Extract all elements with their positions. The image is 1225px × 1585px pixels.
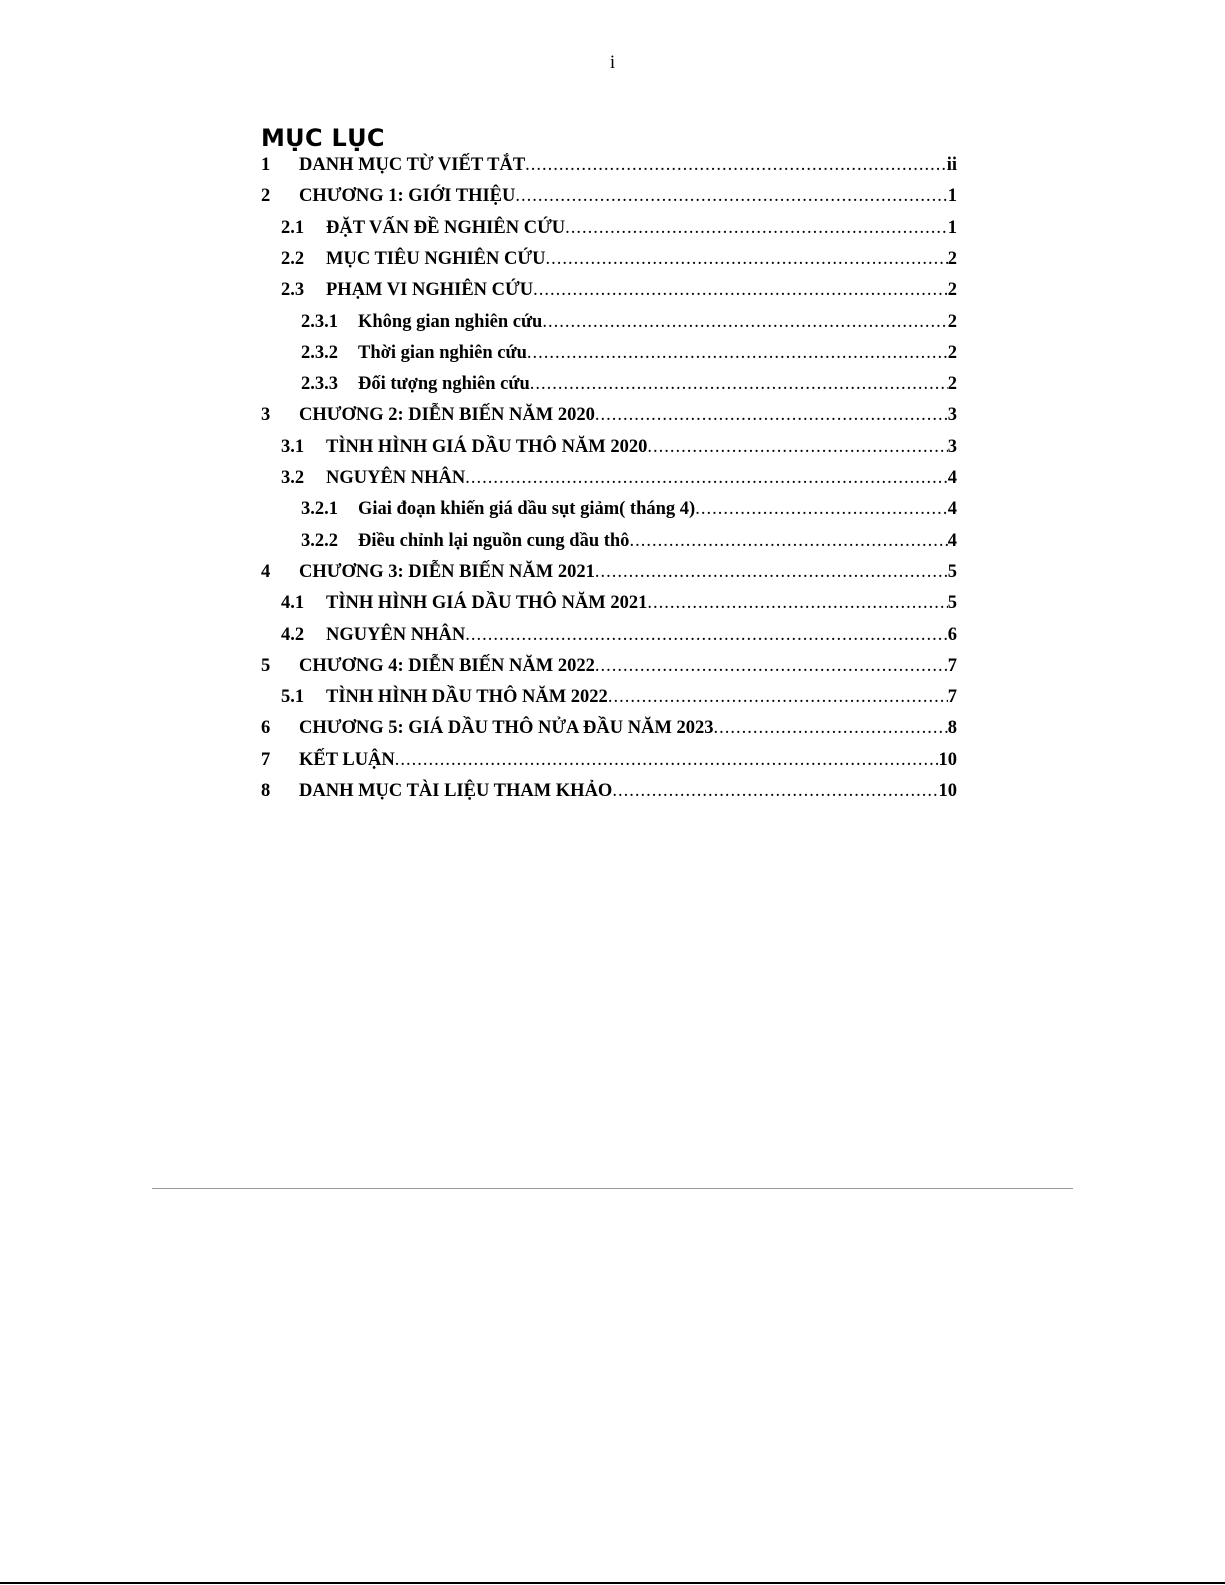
toc-entry-page: 7 bbox=[947, 655, 957, 676]
page-break-line bbox=[152, 1188, 1073, 1189]
toc-entry-page: 2 bbox=[947, 280, 957, 301]
toc-dot-leader bbox=[714, 715, 948, 741]
toc-entry[interactable] bbox=[261, 747, 957, 773]
toc-entry[interactable] bbox=[261, 402, 957, 428]
toc-dot-leader bbox=[465, 465, 947, 491]
toc-entry-page: 4 bbox=[947, 499, 957, 520]
toc-entry-number: 2.2 bbox=[281, 248, 305, 269]
toc-entry[interactable] bbox=[261, 152, 957, 178]
toc-entry-page: 7 bbox=[947, 687, 957, 708]
toc-entry-page: 3 bbox=[947, 405, 957, 426]
toc-dot-leader bbox=[395, 747, 939, 773]
toc-dot-leader bbox=[647, 590, 947, 616]
toc-entry-page: 5 bbox=[947, 593, 957, 614]
toc-entry-title: CHƯƠNG 1: GIỚI THIỆU bbox=[299, 186, 516, 207]
toc-entry-number: 4.2 bbox=[281, 624, 305, 645]
toc-entry-page: 10 bbox=[938, 781, 957, 801]
toc-dot-leader bbox=[608, 684, 948, 710]
toc-entry-title: TÌNH HÌNH GIÁ DẦU THÔ NĂM 2021 bbox=[326, 593, 648, 614]
toc-entry[interactable] bbox=[281, 684, 957, 710]
toc-entry-title: NGUYÊN NHÂN bbox=[326, 624, 466, 645]
toc-dot-leader bbox=[530, 371, 948, 397]
toc-entry-title: NGUYÊN NHÂN bbox=[326, 468, 466, 488]
toc-dot-leader bbox=[527, 340, 948, 366]
toc-entry[interactable] bbox=[281, 434, 957, 460]
toc-entry-page: 10 bbox=[938, 749, 957, 770]
toc-entry[interactable] bbox=[301, 309, 957, 335]
toc-entry-number: 5.1 bbox=[281, 687, 305, 708]
toc-entry-page: 2 bbox=[947, 374, 957, 395]
toc-dot-leader bbox=[515, 183, 947, 209]
toc-entry-title: CHƯƠNG 3: DIỄN BIẾN NĂM 2021 bbox=[299, 561, 595, 582]
toc-entry-page: 4 bbox=[947, 468, 957, 488]
toc-entry-page: 6 bbox=[947, 624, 957, 645]
toc-entry-number: 3.2 bbox=[281, 468, 305, 488]
toc-entry[interactable] bbox=[301, 528, 957, 554]
toc-dot-leader bbox=[542, 309, 947, 335]
toc-entry-page: 3 bbox=[947, 436, 957, 457]
toc-entry-number: 2.3 bbox=[281, 280, 305, 301]
toc-dot-leader bbox=[465, 622, 947, 648]
toc-entry-title: ĐẶT VẤN ĐỀ NGHIÊN CỨU bbox=[326, 217, 566, 238]
toc-entry-number: 4.1 bbox=[281, 593, 305, 614]
toc-entry-title: DANH MỤC TỪ VIẾT TẮT bbox=[299, 155, 526, 175]
toc-entry-page: 2 bbox=[947, 248, 957, 269]
toc-entry-title: DANH MỤC TÀI LIỆU THAM KHẢO bbox=[299, 781, 613, 801]
toc-entry-page: ii bbox=[946, 155, 957, 175]
toc-entry-title: KẾT LUẬN bbox=[299, 749, 395, 770]
toc-entry-number: 3 bbox=[261, 405, 271, 426]
toc-entry-title: Không gian nghiên cứu bbox=[358, 311, 543, 332]
toc-entry-title: TÌNH HÌNH DẦU THÔ NĂM 2022 bbox=[326, 687, 608, 708]
toc-entry-number: 4 bbox=[261, 561, 271, 582]
toc-dot-leader bbox=[595, 402, 948, 428]
toc-entry[interactable] bbox=[281, 215, 957, 241]
bottom-border bbox=[0, 1582, 1225, 1584]
toc-entry-title: TÌNH HÌNH GIÁ DẦU THÔ NĂM 2020 bbox=[326, 436, 648, 457]
toc-entry-page: 8 bbox=[947, 718, 957, 739]
toc-dot-leader bbox=[525, 152, 947, 178]
toc-entry-number: 2.3.2 bbox=[301, 342, 338, 363]
toc-dot-leader bbox=[695, 496, 948, 522]
toc-entry-page: 2 bbox=[947, 342, 957, 363]
toc-entry-title: Đối tượng nghiên cứu bbox=[358, 374, 530, 395]
toc-dot-leader bbox=[647, 434, 947, 460]
toc-entry[interactable] bbox=[301, 340, 957, 366]
toc-entry-number: 2 bbox=[261, 186, 271, 207]
toc-entry-number: 2.1 bbox=[281, 217, 305, 238]
toc-entry-page: 2 bbox=[947, 311, 957, 332]
toc-entry[interactable] bbox=[281, 246, 957, 272]
toc-entry-title: CHƯƠNG 4: DIỄN BIẾN NĂM 2022 bbox=[299, 655, 595, 676]
toc-entry-number: 6 bbox=[261, 718, 271, 739]
toc-entry[interactable] bbox=[261, 559, 957, 585]
toc-entry[interactable] bbox=[261, 183, 957, 209]
toc-entry-number: 1 bbox=[261, 155, 271, 175]
toc-entry-number: 3.1 bbox=[281, 436, 305, 457]
page-number: i bbox=[609, 52, 616, 73]
toc-entry-title: MỤC TIÊU NGHIÊN CỨU bbox=[326, 248, 546, 269]
toc-entry-page: 1 bbox=[947, 217, 957, 238]
toc-entry-title: CHƯƠNG 5: GIÁ DẦU THÔ NỬA ĐẦU NĂM 2023 bbox=[299, 718, 714, 739]
toc-entry-page: 4 bbox=[947, 530, 957, 551]
toc-entry-page: 1 bbox=[947, 186, 957, 207]
toc-entry-title: Thời gian nghiên cứu bbox=[358, 342, 527, 363]
toc-dot-leader bbox=[595, 653, 948, 679]
toc-dot-leader bbox=[533, 277, 948, 303]
toc-entry-page: 5 bbox=[947, 561, 957, 582]
toc-entry-title: PHẠM VI NGHIÊN CỨU bbox=[326, 280, 534, 301]
toc-entry-number: 2.3.1 bbox=[301, 311, 338, 332]
toc-entry-title: CHƯƠNG 2: DIỄN BIẾN NĂM 2020 bbox=[299, 405, 595, 426]
toc-heading: MỤC LỤC bbox=[261, 124, 385, 152]
toc-dot-leader bbox=[612, 778, 938, 804]
toc-entry-number: 2.3.3 bbox=[301, 374, 338, 395]
toc-entry[interactable] bbox=[281, 277, 957, 303]
toc-entry-number: 7 bbox=[261, 749, 271, 770]
toc-entry[interactable] bbox=[281, 622, 957, 648]
toc-dot-leader bbox=[629, 528, 947, 554]
toc-entry-title: Điều chỉnh lại nguồn cung dầu thô bbox=[358, 530, 630, 551]
toc-entry[interactable] bbox=[281, 590, 957, 616]
toc-entry-title: Giai đoạn khiến giá dầu sụt giảm( tháng 4) bbox=[358, 499, 696, 520]
toc-entry-number: 3.2.2 bbox=[301, 530, 338, 551]
toc-entry-number: 3.2.1 bbox=[301, 499, 338, 520]
toc-dot-leader bbox=[545, 246, 947, 272]
toc-entry[interactable] bbox=[261, 653, 957, 679]
toc-dot-leader bbox=[595, 559, 948, 585]
toc-entry-number: 5 bbox=[261, 655, 271, 676]
toc-dot-leader bbox=[565, 215, 948, 241]
toc-entry[interactable] bbox=[301, 371, 957, 397]
toc-entry[interactable] bbox=[261, 715, 957, 741]
toc-entry[interactable] bbox=[301, 496, 957, 522]
toc-entry-number: 8 bbox=[261, 781, 271, 801]
toc-entry[interactable] bbox=[261, 778, 957, 804]
toc-entry[interactable] bbox=[281, 465, 957, 491]
